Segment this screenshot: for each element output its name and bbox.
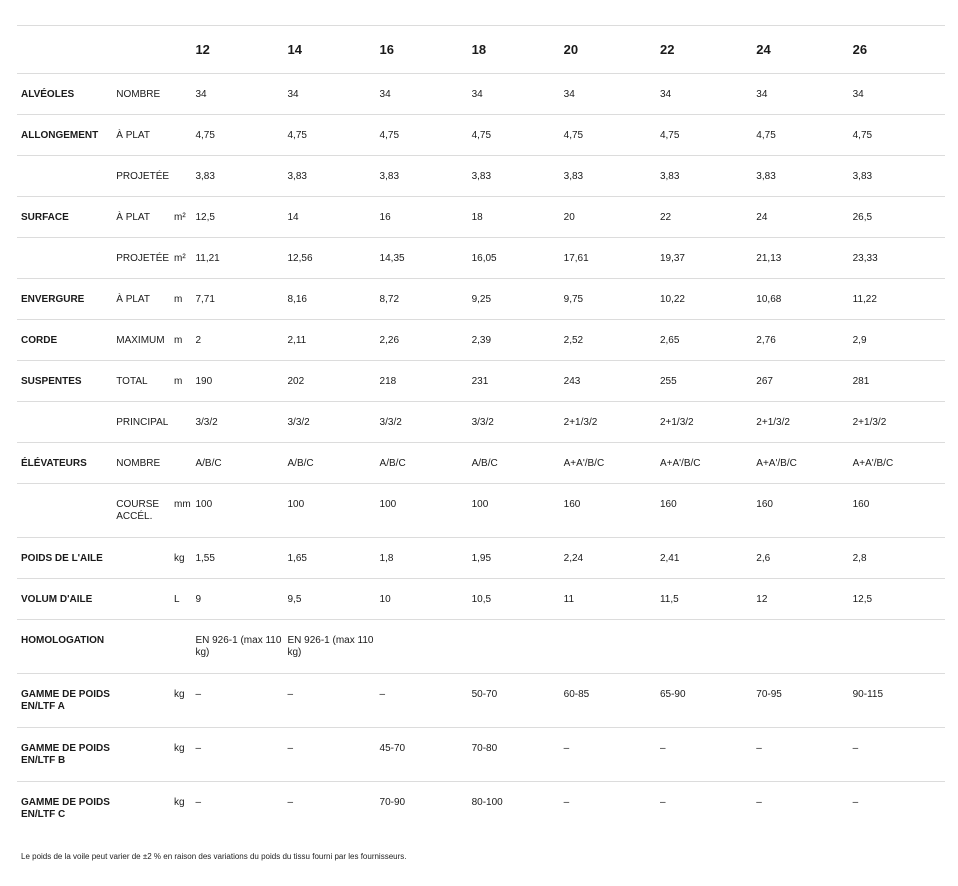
value-cell: A+A'/B/C [656,443,752,484]
row-unit [170,443,191,484]
value-cell: – [849,728,945,782]
value-cell: – [191,674,283,728]
row-category [17,156,112,197]
row-category: ALLONGEMENT [17,115,112,156]
row-subcategory: NOMBRE [112,74,170,115]
value-cell: 4,75 [468,115,560,156]
value-cell: 2+1/3/2 [656,402,752,443]
value-cell [752,620,848,674]
value-cell: 3/3/2 [284,402,376,443]
value-cell: – [656,728,752,782]
value-cell: 34 [376,74,468,115]
table-row [17,538,945,579]
size-header: 24 [752,26,848,74]
value-cell: 4,75 [656,115,752,156]
value-cell: 34 [752,74,848,115]
value-cell: A+A'/B/C [849,443,945,484]
value-cell: 7,71 [191,279,283,320]
value-cell: 11,5 [656,579,752,620]
value-cell: 1,95 [468,538,560,579]
header-blank [112,26,170,74]
row-unit [170,620,191,674]
value-cell: 10,22 [656,279,752,320]
size-header: 14 [284,26,376,74]
row-unit: L [170,579,191,620]
row-unit [170,156,191,197]
value-cell: 3,83 [191,156,283,197]
row-subcategory: À PLAT [112,115,170,156]
value-cell: A/B/C [376,443,468,484]
table-row [17,402,945,443]
row-unit: m² [170,197,191,238]
value-cell: 16,05 [468,238,560,279]
size-header-row [17,26,945,74]
value-cell: 1,55 [191,538,283,579]
size-header: 20 [560,26,656,74]
value-cell: 34 [560,74,656,115]
value-cell: 4,75 [284,115,376,156]
value-cell: A/B/C [284,443,376,484]
row-category: POIDS DE L'AILE [17,538,112,579]
value-cell: – [284,728,376,782]
value-cell: 2+1/3/2 [849,402,945,443]
value-cell: 2,6 [752,538,848,579]
value-cell: 3,83 [752,156,848,197]
row-subcategory [112,620,170,674]
table-row [17,279,945,320]
value-cell: 34 [284,74,376,115]
value-cell: 2+1/3/2 [560,402,656,443]
table-row [17,115,945,156]
table-row [17,74,945,115]
value-cell: EN 926-1 (max 110 kg) [284,620,376,674]
value-cell: 2 [191,320,283,361]
row-subcategory [112,728,170,782]
value-cell: 12,5 [191,197,283,238]
value-cell: 160 [849,484,945,538]
value-cell: 2,26 [376,320,468,361]
value-cell: 3,83 [560,156,656,197]
value-cell: 60-85 [560,674,656,728]
row-subcategory [112,579,170,620]
value-cell: 20 [560,197,656,238]
row-category: CORDE [17,320,112,361]
value-cell: – [191,728,283,782]
value-cell: 2,8 [849,538,945,579]
value-cell: 267 [752,361,848,402]
value-cell [468,620,560,674]
value-cell: – [849,782,945,836]
row-unit: mm [170,484,191,538]
row-category: ÉLÉVATEURS [17,443,112,484]
row-unit [170,74,191,115]
value-cell: 26,5 [849,197,945,238]
row-subcategory: PROJETÉE [112,156,170,197]
value-cell: 22 [656,197,752,238]
size-header: 16 [376,26,468,74]
table-row [17,156,945,197]
value-cell: 16 [376,197,468,238]
value-cell: 10,5 [468,579,560,620]
value-cell: 17,61 [560,238,656,279]
value-cell: 9 [191,579,283,620]
value-cell: 2,11 [284,320,376,361]
value-cell: 34 [191,74,283,115]
row-unit: kg [170,674,191,728]
value-cell: 19,37 [656,238,752,279]
row-unit: kg [170,782,191,836]
row-category: HOMOLOGATION [17,620,112,674]
row-category: SURFACE [17,197,112,238]
spec-body [17,74,945,836]
value-cell: 4,75 [849,115,945,156]
row-unit: m [170,361,191,402]
value-cell: 34 [468,74,560,115]
table-row [17,579,945,620]
value-cell: 160 [752,484,848,538]
row-unit: kg [170,538,191,579]
row-subcategory: PROJETÉE [112,238,170,279]
row-category [17,402,112,443]
row-subcategory: TOTAL [112,361,170,402]
value-cell: 2,24 [560,538,656,579]
table-row [17,197,945,238]
value-cell: 100 [284,484,376,538]
value-cell: 3,83 [656,156,752,197]
value-cell: – [560,728,656,782]
table-row [17,320,945,361]
row-subcategory [112,674,170,728]
value-cell: 9,75 [560,279,656,320]
table-row [17,728,945,782]
value-cell: 80-100 [468,782,560,836]
row-subcategory: PRINCIPAL [112,402,170,443]
value-cell: 9,5 [284,579,376,620]
value-cell [656,620,752,674]
row-subcategory [112,538,170,579]
value-cell: 2,9 [849,320,945,361]
value-cell: A/B/C [191,443,283,484]
value-cell: – [284,782,376,836]
value-cell: 100 [191,484,283,538]
row-category: ALVÉOLES [17,74,112,115]
value-cell: 70-80 [468,728,560,782]
value-cell: 34 [849,74,945,115]
row-unit: m [170,279,191,320]
value-cell: 65-90 [656,674,752,728]
value-cell: 11,22 [849,279,945,320]
value-cell: 70-90 [376,782,468,836]
header-blank [17,26,112,74]
value-cell: 100 [468,484,560,538]
value-cell: 9,25 [468,279,560,320]
value-cell [849,620,945,674]
row-subcategory: COURSE ACCÉL. [112,484,170,538]
value-cell: 70-95 [752,674,848,728]
value-cell: 3/3/2 [376,402,468,443]
value-cell: A+A'/B/C [752,443,848,484]
value-cell: 2,65 [656,320,752,361]
row-category: GAMME DE POIDS EN/LTF A [17,674,112,728]
table-row [17,484,945,538]
value-cell: 3,83 [376,156,468,197]
value-cell: 4,75 [752,115,848,156]
row-category: GAMME DE POIDS EN/LTF C [17,782,112,836]
size-header: 12 [191,26,283,74]
value-cell: 1,8 [376,538,468,579]
row-subcategory: NOMBRE [112,443,170,484]
value-cell: 160 [560,484,656,538]
table-row [17,443,945,484]
header-blank [170,26,191,74]
value-cell: – [656,782,752,836]
table-row [17,361,945,402]
value-cell: 12 [752,579,848,620]
value-cell: 12,5 [849,579,945,620]
value-cell: 10,68 [752,279,848,320]
value-cell: 160 [656,484,752,538]
value-cell: 4,75 [191,115,283,156]
value-cell: – [752,782,848,836]
value-cell: A+A'/B/C [560,443,656,484]
value-cell: 24 [752,197,848,238]
value-cell: 90-115 [849,674,945,728]
value-cell: – [752,728,848,782]
value-cell: 10 [376,579,468,620]
value-cell: 12,56 [284,238,376,279]
value-cell: – [284,674,376,728]
value-cell: 3/3/2 [468,402,560,443]
value-cell: 190 [191,361,283,402]
row-category: SUSPENTES [17,361,112,402]
value-cell: 2,39 [468,320,560,361]
value-cell: 1,65 [284,538,376,579]
footnote: Le poids de la voile peut varier de ±2 % en raison des variations du poids du tissu fourni par les fournisseurs. [21,852,407,861]
value-cell: 18 [468,197,560,238]
value-cell: 3,83 [468,156,560,197]
value-cell: 3,83 [849,156,945,197]
table-row [17,620,945,674]
value-cell: EN 926-1 (max 110 kg) [191,620,283,674]
row-unit: m [170,320,191,361]
table-row [17,674,945,728]
value-cell [560,620,656,674]
value-cell: 4,75 [376,115,468,156]
value-cell: – [376,674,468,728]
value-cell: 218 [376,361,468,402]
value-cell: 11 [560,579,656,620]
row-subcategory: MAXIMUM [112,320,170,361]
value-cell: A/B/C [468,443,560,484]
value-cell: 14 [284,197,376,238]
row-category: ENVERGURE [17,279,112,320]
value-cell: 14,35 [376,238,468,279]
row-category: VOLUM D'AILE [17,579,112,620]
row-category [17,238,112,279]
row-category [17,484,112,538]
value-cell: 3/3/2 [191,402,283,443]
size-header: 26 [849,26,945,74]
value-cell: 8,72 [376,279,468,320]
table-row [17,238,945,279]
row-unit [170,115,191,156]
value-cell: 2,52 [560,320,656,361]
row-subcategory: À PLAT [112,279,170,320]
value-cell [376,620,468,674]
value-cell: 21,13 [752,238,848,279]
size-header: 22 [656,26,752,74]
value-cell: 50-70 [468,674,560,728]
value-cell: 100 [376,484,468,538]
value-cell: – [560,782,656,836]
value-cell: 23,33 [849,238,945,279]
value-cell: 11,21 [191,238,283,279]
value-cell: 281 [849,361,945,402]
row-unit: m² [170,238,191,279]
value-cell: 2,76 [752,320,848,361]
value-cell: 243 [560,361,656,402]
row-unit [170,402,191,443]
size-header: 18 [468,26,560,74]
row-subcategory: À PLAT [112,197,170,238]
row-subcategory [112,782,170,836]
value-cell: 202 [284,361,376,402]
value-cell: 45-70 [376,728,468,782]
value-cell: 2+1/3/2 [752,402,848,443]
value-cell: 8,16 [284,279,376,320]
value-cell: 34 [656,74,752,115]
value-cell: 231 [468,361,560,402]
row-category: GAMME DE POIDS EN/LTF B [17,728,112,782]
row-unit: kg [170,728,191,782]
table-row [17,782,945,836]
value-cell: – [191,782,283,836]
value-cell: 3,83 [284,156,376,197]
spec-table [17,25,945,835]
value-cell: 2,41 [656,538,752,579]
value-cell: 255 [656,361,752,402]
value-cell: 4,75 [560,115,656,156]
